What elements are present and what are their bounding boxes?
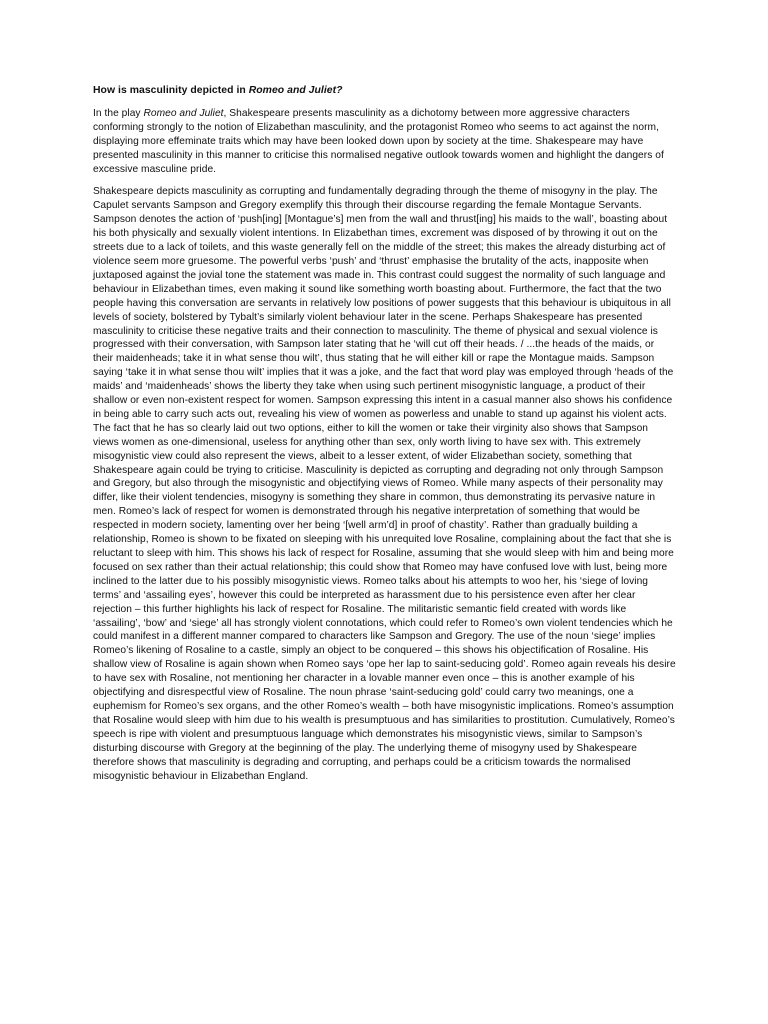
intro-play-name: Romeo and Juliet bbox=[143, 107, 224, 119]
essay-title bbox=[93, 84, 676, 98]
intro-prefix: In the play bbox=[93, 107, 144, 119]
intro-paragraph bbox=[93, 107, 676, 177]
body-paragraph: Shakespeare depicts masculinity as corrupting and fundamentally degrading through the theme of misogyny in the play. The Capulet servants Sampson and Gregory exemplify this through their discourse regarding the female Montague Servants. Sampson denotes the action of ‘push[ing] [Montague’s] men from the wall and thrust[ing] his maids to the wall’, boasting about his both physically and sexually violent intentions. In Elizabethan times, excrement was disposed of by throwing it out on the streets due to a lack of toilets, and this waste generally fell on the middle of the street; this makes the already disturbing act of violence seem more gruesome. The powerful verbs ‘push’ and ‘thrust’ emphasise the brutality of the acts, inapposite when juxtaposed against the jovial tone the statement was made in. This contrast could suggest the normality of such language and behaviour in Elizabethan times, even making it sound like something worth boasting about. Furthermore, the fact that the two people having this conversation are servants in relatively low positions of power suggests that this behaviour is ubiquitous in all levels of society, bolstered by Tybalt’s similarly violent behaviour later in the scene. Perhaps Shakespeare has presented masculinity to criticise these negative traits and their connection to masculinity. The theme of physical and sexual violence is progressed with their conversation, with Sampson later stating that he ‘will cut off their heads. / ...the heads of the maids, or their maidenheads; take it in what sense thou wilt’, thus stating that he will either kill or rape the Montague maids. Sampson saying ‘take it in what sense thou wilt’ implies that it was a joke, and the fact that word play was employed through ‘heads of the maids’ and ‘maidenheads’ shows the liberty they take when using such pertinent misogynistic language, a product of their shallow or even non-existent respect for women. Sampson expressing this intent in a casual manner also shows his confidence in being able to carry such acts out, revealing his view of women as powerless and unable to stand up against his violent acts. The fact that he has so clearly laid out two options, either to kill the women or take their virginity also shows that Sampson views women as one-dimensional, useless for anything other than sex, only worth living to have sex with. This extremely misogynistic view could also represent the views, albeit to a lesser extent, of wider Elizabethan society, something that Shakespeare again could be trying to criticise. Masculinity is depicted as corrupting and degrading not only through Sampson and Gregory, but also through the misogynistic and objectifying views of Romeo. While many aspects of their personality may differ, like their violent tendencies, misogyny is something they share in common, thus demonstrating its pervasive nature in men. Romeo’s lack of respect for women is demonstrated through his negative interpretation of something that would be respected in modern society, lamenting over her being ‘[well arm’d] in proof of chastity’. Rather than gradually building a relationship, Romeo is shown to be fixated on sleeping with his unrequited love Rosaline, complaining about the fact that she is reluctant to sleep with him. This shows his lack of respect for Rosaline, assuming that she would sleep with him and being more focused on sex rather than their actual relationship; this could show that Romeo may have confused love with lust, being more inclined to the latter due to his possibly misogynistic views. Romeo talks about his attempts to woo her, his ‘siege of loving terms’ and ‘assailing eyes’, however this could be interpreted as harassment due to his persistence even after her clear rejection – this further highlights his lack of respect for Rosaline. The militaristic semantic field created with words like ‘assailing’, ‘bow’ and ‘siege’ all has strongly violent connotations, which could refer to Romeo’s own violent tendencies which he could manifest in a different manner compared to characters like Sampson and Gregory. The use of the noun ‘siege’ implies Romeo’s likening of Rosaline to a castle, simply an object to be conquered – this shows his objectification of Rosaline. His shallow view of Rosaline is again shown when Romeo says ‘ope her lap to saint-seducing gold’. Romeo again reveals his desire to have sex with Rosaline, not mentioning her character in a lovable manner even once – this is another example of his objectifying and disrespectful view of Rosaline. The noun phrase ‘saint-seducing gold’ could carry two meanings, one a euphemism for Romeo’s sex organs, and the other Romeo’s wealth – both have misogynistic implications. Romeo’s assumption that Rosaline would sleep with him due to his wealth is presumptuous and has similarities to prostitution. Cumulatively, Romeo’s speech is ripe with violent and presumptuous language which demonstrates his misogynistic views, similar to Sampson’s disturbing discourse with Gregory at the beginning of the play. The underlying theme of misogyny used by Shakespeare therefore shows that masculinity is degrading and corrupting, and perhaps could be a criticism towards the normalised misogynistic behaviour in Elizabethan England. bbox=[93, 186, 676, 782]
essay-page bbox=[93, 84, 676, 792]
intro-text: , Shakespeare presents masculinity as a dichotomy between more aggressive characters conforming strongly to the notion of Elizabethan masculinity, and the protagonist Romeo who seems to act against the norm, displaying more effeminate traits which may have been looked down upon by society at the time. Shakespeare may have presented masculinity in this manner to criticise this normalised negative outlook towards women and highlight the dangers of excessive masculine pride. bbox=[93, 107, 664, 175]
essay-title-play-name: Romeo and Juliet? bbox=[248, 85, 343, 96]
essay-title-prefix: How is masculinity depicted in bbox=[93, 85, 249, 96]
